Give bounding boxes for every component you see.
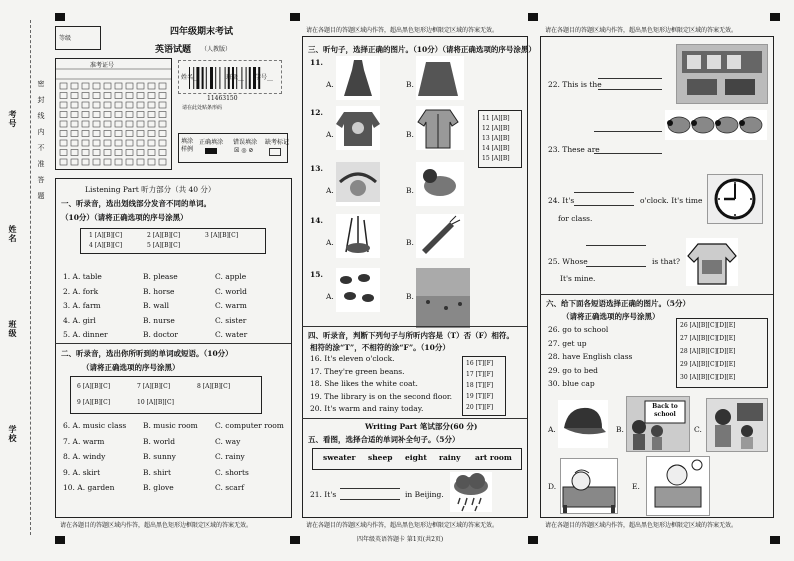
fill-correct-label: 正确填涂 <box>199 139 224 146</box>
picture-field <box>416 268 470 328</box>
option-text: B. sunny <box>143 452 176 461</box>
option-text: 2. A. fork <box>63 286 99 296</box>
word-bank-item: eight <box>405 453 427 462</box>
header-warning-right: 请在各题目的答题区域内作答，超出黑色矩形边框限定区域的答案无效。 <box>545 27 738 34</box>
q25-blank[interactable] <box>586 266 646 267</box>
q21-blank[interactable] <box>340 499 400 500</box>
option-label: A. <box>548 425 556 434</box>
option-text: B. glove <box>143 483 174 492</box>
side-label-class: 班级 <box>8 320 18 338</box>
option-text: B. world <box>143 436 175 446</box>
phrase: 29. go to bed <box>548 365 598 375</box>
word-bank-item: sweater <box>323 453 356 462</box>
barcode-hint: 请在此处贴条形码 <box>182 105 223 111</box>
option-b-label: B. <box>406 80 414 89</box>
option-text: C. way <box>215 436 241 446</box>
go-to-bed-picture <box>560 458 618 514</box>
s5-word-bank <box>312 448 522 470</box>
s2-title: 二、听录音，选出你所听到的单词或短语。（10分） <box>61 349 233 358</box>
option-text: 7. A. warm <box>63 436 105 446</box>
q25-blank-top[interactable] <box>586 245 646 246</box>
option-text: B. please <box>143 272 178 281</box>
answer-row[interactable]: 27 [A][B][C][D][E] <box>680 335 736 342</box>
s2-answer-grid[interactable] <box>70 376 262 414</box>
registration-mark <box>770 13 780 21</box>
art-room-picture <box>676 44 768 104</box>
answer-row[interactable]: 8 [A][B][C] <box>197 383 231 390</box>
picture-ducks <box>336 268 380 312</box>
q24-blank[interactable] <box>574 205 634 206</box>
s4-answer-grid[interactable] <box>462 356 506 416</box>
exam-title: 四年级期末考试 <box>170 27 234 37</box>
q24-blank-top[interactable] <box>574 192 634 193</box>
sentence: 20. It's warm and rainy today. <box>310 404 424 413</box>
rainy-cloud-icon <box>450 472 492 512</box>
s3-title: 三、听句子，选择正确的图片。（10分）（请将正确选项的序号涂黑） <box>308 45 536 54</box>
answer-row[interactable]: 10 [A][B][C] <box>137 399 174 406</box>
s4-note: 相符的涂“T”，不相符的涂“F”。（10分） <box>310 343 450 352</box>
sentence: 16. It's eleven o'clock. <box>310 354 395 363</box>
answer-row[interactable]: 17 [T][F] <box>466 371 494 378</box>
option-text: 10. A. garden <box>63 483 115 492</box>
side-note: 密封线内不准答题 <box>37 80 45 208</box>
option-text: B. shirt <box>143 467 171 477</box>
option-a-label: A. <box>326 292 334 301</box>
answer-row[interactable]: 6 [A][B][C] <box>77 383 111 390</box>
option-text: B. horse <box>143 286 175 296</box>
answer-row[interactable]: 20 [T][F] <box>466 404 494 411</box>
option-label: E. <box>632 482 640 491</box>
answer-row[interactable]: 5 [A][B][C] <box>147 242 181 249</box>
page-footer: 四年级英语答题卡 第1页(共2页) <box>357 536 444 543</box>
registration-mark <box>290 13 300 21</box>
option-label: B. <box>616 425 624 434</box>
fill-missing-label: 缺考标记 <box>265 139 290 146</box>
option-a-label: A. <box>326 80 334 89</box>
answer-row[interactable]: 13 [A][B] <box>482 135 510 142</box>
registration-mark <box>55 13 65 21</box>
q23-blank[interactable] <box>594 153 662 154</box>
option-text: 4. A. girl <box>63 315 96 325</box>
q25-prefix: 25. Whose <box>548 257 588 266</box>
option-text: C. rainy <box>215 452 245 461</box>
fill-sample-title: 填涂样例 <box>181 138 194 153</box>
registration-mark <box>528 536 538 544</box>
q22-blank[interactable] <box>598 89 662 90</box>
missing-mark-box[interactable] <box>269 148 281 156</box>
q21-prefix: 21. It's <box>310 490 337 499</box>
option-text: C. computer room <box>215 421 284 430</box>
s4-title: 四、听录音，判断下列句子与所听内容是（T）否（F）相符。 <box>308 331 514 340</box>
fill-correct-sample <box>205 148 217 154</box>
option-text: C. apple <box>215 272 247 281</box>
option-label: D. <box>548 482 557 491</box>
word-bank-item: rainy <box>439 453 461 462</box>
option-text: B. wall <box>143 301 169 310</box>
exam-edition: （人教版） <box>201 46 232 53</box>
answer-row[interactable]: 28 [A][B][C][D][E] <box>680 348 736 355</box>
barcode-number: 11463150 <box>207 95 238 102</box>
picture-coat <box>416 106 464 150</box>
option-text: B. doctor <box>143 330 178 339</box>
question-number: 11. <box>310 58 324 67</box>
exam-subtitle: 英语试题 <box>155 45 192 55</box>
s1-title: 一、听录音，选出划线部分发音不同的单词。 <box>61 199 211 208</box>
q23-text: 23. These are <box>548 145 600 154</box>
sentence: 18. She likes the white coat. <box>310 379 418 388</box>
q21-blank-top[interactable] <box>340 488 400 489</box>
q22-text: 22. This is the <box>548 80 602 89</box>
answer-row[interactable]: 18 [T][F] <box>466 382 494 389</box>
q25-continuation: It's mine. <box>560 274 596 283</box>
registration-mark <box>290 536 300 544</box>
answer-row[interactable]: 1 [A][B][C] <box>89 232 123 239</box>
school-sign-text: Back to school <box>652 403 678 418</box>
word-bank-item: art room <box>475 453 512 462</box>
answer-row[interactable]: 15 [A][B] <box>482 155 510 162</box>
side-label-exam-no: 考号 <box>8 110 18 128</box>
q24-prefix: 24. It's <box>548 196 575 205</box>
answer-row[interactable]: 29 [A][B][C][D][E] <box>680 361 736 368</box>
number-slot: 学号__ <box>255 74 274 81</box>
option-text: 1. A. table <box>63 272 102 281</box>
option-b-label: B. <box>406 130 414 139</box>
answer-row[interactable]: 2 [A][B][C] <box>147 232 181 239</box>
word-bank-item: sheep <box>368 453 393 462</box>
score-box-label: 等级 <box>59 35 72 42</box>
option-a-label: A. <box>326 238 334 247</box>
divider <box>302 326 527 327</box>
phrase: 26. go to school <box>548 325 609 334</box>
name-slot: 姓名__ <box>181 74 200 81</box>
q23-blank-top[interactable] <box>594 131 662 132</box>
clock-picture <box>707 174 763 224</box>
picture-carrot <box>416 214 464 258</box>
exam-number-label: 准考证号 <box>90 62 115 69</box>
s6-title: 六、给下面各短语选择正确的图片。（5分） <box>546 299 690 308</box>
s1-points: （10分）（请将正确选项的序号涂黑） <box>61 213 188 222</box>
answer-row[interactable]: 12 [A][B] <box>482 125 510 132</box>
answer-row[interactable]: 7 [A][B][C] <box>137 383 171 390</box>
s6-answer-grid[interactable] <box>676 318 768 388</box>
registration-mark <box>55 536 65 544</box>
header-warning-middle: 请在各题目的答题区域内作答，超出黑色矩形边框限定区域的答案无效。 <box>306 27 499 34</box>
q24-continuation: for class. <box>558 214 593 223</box>
side-label-school: 学校 <box>8 425 18 443</box>
answer-row[interactable]: 9 [A][B][C] <box>77 399 111 406</box>
option-text: C. world <box>215 286 247 296</box>
sheep-picture <box>665 110 767 140</box>
question-number: 14. <box>310 216 324 225</box>
q25-suffix: is that? <box>652 257 680 266</box>
option-text: B. nurse <box>143 315 175 325</box>
option-a-label: A. <box>326 130 334 139</box>
option-text: C. water <box>215 330 248 339</box>
fill-wrong-sample: ☒ ◎ ⊘ <box>234 147 254 154</box>
option-text: C. scarf <box>215 483 245 492</box>
s5-title: 五、看图，选择合适的单词补全句子。（5分） <box>308 435 460 444</box>
s3-answer-grid[interactable] <box>478 110 522 168</box>
fill-wrong-label: 错误填涂 <box>233 139 258 146</box>
answer-row[interactable]: 11 [A][B] <box>482 115 510 122</box>
q24-suffix: o'clock. It's time <box>640 196 703 205</box>
phrase: 30. blue cap <box>548 379 595 388</box>
s6-note: （请将正确选项的序号涂黑） <box>562 312 660 321</box>
answer-row[interactable]: 4 [A][B][C] <box>89 242 123 249</box>
seal-line <box>30 20 31 535</box>
divider <box>55 343 291 344</box>
picture-dress <box>336 56 380 100</box>
blue-cap-picture <box>558 400 608 448</box>
option-text: 6. A. music class <box>63 421 127 430</box>
option-b-label: B. <box>406 186 414 195</box>
picture-onion <box>336 214 380 258</box>
question-number: 13. <box>310 164 324 173</box>
registration-mark <box>528 13 538 21</box>
option-b-label: B. <box>406 292 414 301</box>
exam-number-grid[interactable] <box>55 58 172 170</box>
q22-blank-top[interactable] <box>598 78 662 79</box>
english-class-picture <box>706 398 768 452</box>
option-label: C. <box>694 425 702 434</box>
answer-row[interactable]: 14 [A][B] <box>482 145 510 152</box>
s1-answer-grid[interactable] <box>80 228 266 254</box>
listening-title: Listening Part 听力部分（共 40 分） <box>85 185 216 194</box>
registration-mark <box>770 536 780 544</box>
phrase: 28. have English class <box>548 352 633 361</box>
picture-windy <box>336 162 380 206</box>
option-text: C. sister <box>215 315 247 325</box>
answer-row[interactable]: 16 [T][F] <box>466 360 494 367</box>
sentence: 17. They're green beans. <box>310 366 405 376</box>
score-box <box>55 26 101 50</box>
option-b-label: B. <box>406 238 414 247</box>
question-number: 15. <box>310 270 324 279</box>
answer-row[interactable]: 30 [A][B][C][D][E] <box>680 374 736 381</box>
question-number: 12. <box>310 108 324 117</box>
footer-warning-middle: 请在各题目的答题区域内作答，超出黑色矩形边框限定区域的答案无效。 <box>306 522 499 529</box>
phrase: 27. get up <box>548 338 587 348</box>
back-to-school-picture <box>626 396 690 452</box>
fill-sample-box <box>178 133 288 163</box>
q21-suffix: in Beijing. <box>405 490 444 499</box>
picture-sweater <box>336 106 380 150</box>
option-text: B. music room <box>143 421 198 430</box>
option-text: C. shorts <box>215 467 249 477</box>
side-label-name: 姓名 <box>8 225 18 243</box>
s2-note: （请将正确选项的序号涂黑） <box>82 363 180 372</box>
sweater-picture <box>686 238 738 286</box>
footer-warning-right: 请在各题目的答题区域内作答，超出黑色矩形边框限定区域的答案无效。 <box>545 522 738 529</box>
footer-warning-left: 请在各题目的答题区域内作答，超出黑色矩形边框限定区域的答案无效。 <box>60 522 253 529</box>
divider <box>302 418 527 419</box>
class-slot: 班级__ <box>226 74 245 81</box>
option-text: 3. A. farm <box>63 301 101 310</box>
picture-skirt <box>416 56 464 100</box>
picture-cloudy <box>416 162 464 206</box>
divider <box>540 294 773 295</box>
option-text: 8. A. windy <box>63 452 106 461</box>
option-text: 9. A. skirt <box>63 467 101 477</box>
writing-title: Writing Part 笔试部分(60 分) <box>365 422 478 431</box>
answer-row[interactable]: 3 [A][B][C] <box>205 232 239 239</box>
answer-row[interactable]: 26 [A][B][C][D][E] <box>680 322 736 329</box>
option-text: C. warm <box>215 301 247 310</box>
get-up-picture <box>646 456 710 516</box>
option-text: 5. A. dinner <box>63 330 108 339</box>
exam-number-bubbles[interactable] <box>56 59 171 169</box>
answer-row[interactable]: 19 [T][F] <box>466 393 494 400</box>
sentence: 19. The library is on the second floor. <box>310 391 453 401</box>
option-a-label: A. <box>326 186 334 195</box>
